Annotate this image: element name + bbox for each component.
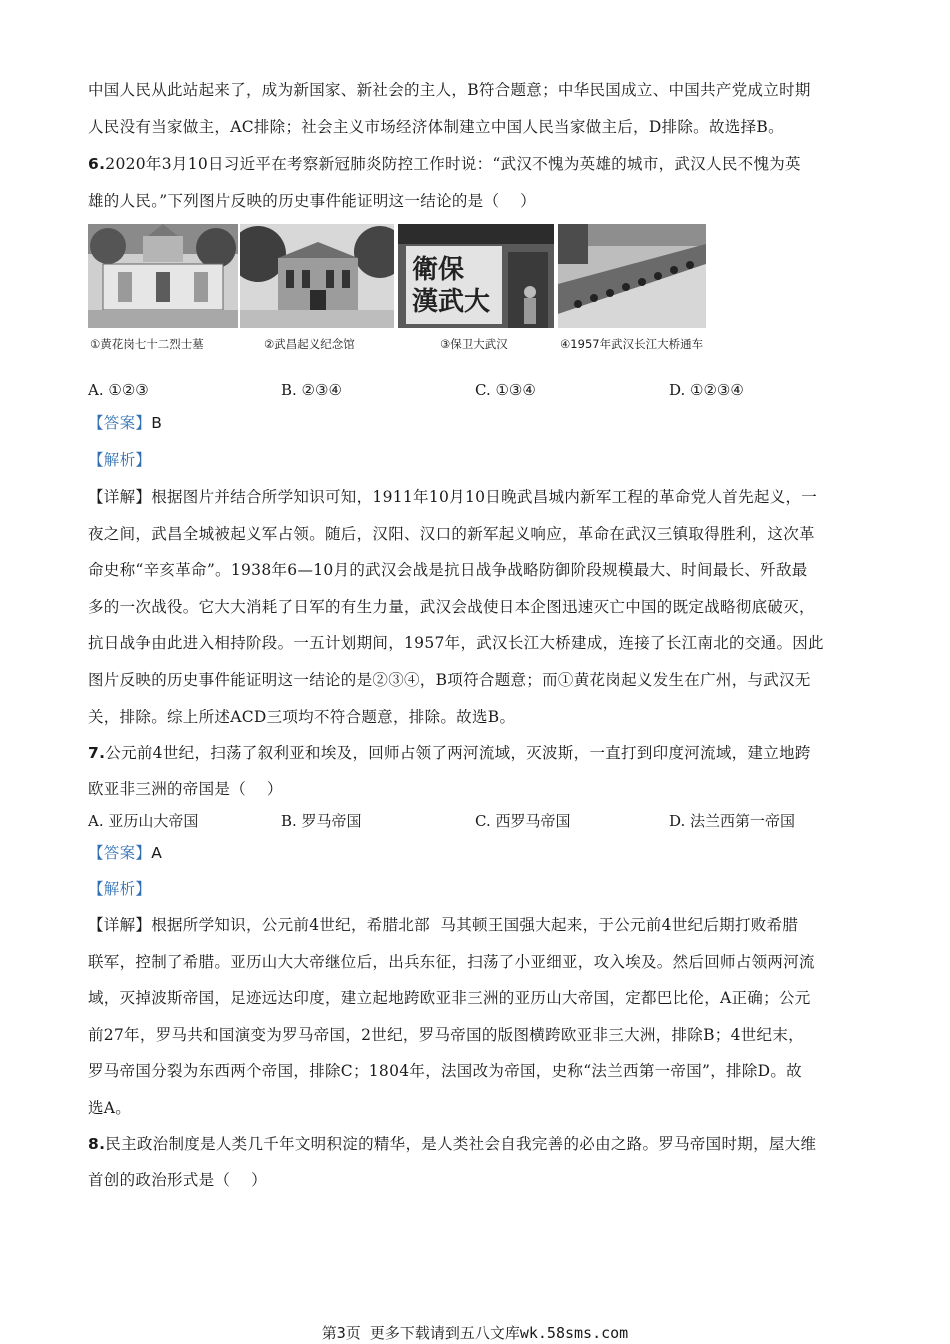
caption-3: ③保卫大武汉 [440, 337, 508, 351]
q7-option-b: B. 罗马帝国 [281, 812, 362, 830]
q6-detail-line-6: 图片反映的历史事件能证明这一结论的是②③④，B项符合题意；而①黄花岗起义发生在广州，与武汉无 [88, 671, 811, 689]
answer-tag: 【答案】 [88, 414, 152, 432]
q6-option-b: B. ②③④ [281, 381, 342, 399]
q7-option-a: A. 亚历山大帝国 [88, 812, 199, 830]
question-8-line-1: 8.民主政治制度是人类几千年文明积淀的精华，是人类社会自我完善的必由之路。罗马帝国时期，屋大维 [88, 1135, 817, 1153]
intro-line-1: 中国人民从此站起来了，成为新国家、新社会的主人，B符合题意；中华民国成立、中国共产党成立时期 [88, 81, 811, 99]
caption-4: ④1957年武汉长江大桥通车 [560, 337, 704, 351]
q7-answer: 【答案】A [88, 844, 163, 862]
q6-detail-line-7: 关，排除。综上所述ACD三项均不符合题意，排除。故选B。 [88, 708, 516, 726]
question-7-line-1: 7.公元前4世纪，扫荡了叙利亚和埃及，回师占领了两河流域，灭波斯，一直打到印度河流域，建立地跨 [88, 744, 811, 762]
q6-detail-line-5: 抗日战争由此进入相持阶段。一五计划期间，1957年，武汉长江大桥建成，连接了长江南北的交通。因此 [88, 634, 824, 652]
q7-detail-line-4: 前27年，罗马共和国演变为罗马帝国，2世纪，罗马帝国的版图横跨欧亚非三大洲，排除B；4世纪末， [88, 1026, 804, 1044]
q7-option-c: C. 西罗马帝国 [475, 812, 571, 830]
q7-detail-line-5: 罗马帝国分裂为东西两个帝国，排除C；1804年，法国改为帝国，史称“法兰西第一帝国”，排除D。故 [88, 1062, 802, 1080]
q6-detail-line-1: 【详解】根据图片并结合所学知识可知，1911年10月10日晚武昌城内新军工程的革命党人首先起义，一 [88, 488, 818, 506]
q7-option-d: D. 法兰西第一帝国 [669, 812, 796, 830]
q6-detail-line-4: 多的一次战役。它大大消耗了日军的有生力量，武汉会战使日本企图迅速灭亡中国的既定战略彻底破灭， [88, 598, 815, 616]
defend-wuhan-photo [398, 224, 554, 328]
svg-text:漢武大: 漢武大 [412, 287, 491, 317]
intro-line-2: 人民没有当家做主，AC排除；社会主义市场经济体制建立中国人民当家做主后，D排除。故选择B。 [88, 118, 784, 136]
q6-analysis-tag: 【解析】 [88, 451, 152, 469]
question-6-line-1 [88, 146, 868, 183]
question-6-stem-1: 2020年3月10日习近平在考察新冠肺炎防控工作时说：“武汉不愧为英雄的城市，武汉人民不愧为英 [105, 155, 801, 173]
question-6-image-strip [88, 224, 708, 354]
question-7-line-2: 欧亚非三洲的帝国是（ ） [88, 780, 283, 798]
q7-detail-line-6: 选A。 [88, 1099, 132, 1117]
tomb-photo [88, 224, 238, 328]
caption-1: ①黄花岗七十二烈士墓 [90, 337, 204, 351]
q6-option-d: D. ①②③④ [669, 381, 744, 399]
question-6-line-2: 雄的人民。”下列图片反映的历史事件能证明这一结论的是（ ） [88, 192, 536, 210]
detail-tag: 【详解】 [88, 488, 152, 506]
question-6-number: 6. [88, 155, 106, 173]
caption-2: ②武昌起义纪念馆 [264, 337, 355, 351]
question-7-number: 7. [88, 744, 106, 762]
q6-detail-line-3: 命史称“辛亥革命”。1938年6—10月的武汉会战是抗日战争战略防御阶段规模最大、时间最长、歼敌最 [88, 561, 808, 579]
bridge-photo [558, 224, 706, 328]
q7-analysis-tag: 【解析】 [88, 880, 152, 898]
q6-detail-line-2: 夜之间，武昌全城被起义军占领。随后，汉阳、汉口的新军起义响应，革命在武汉三镇取得胜利，这次革 [88, 525, 815, 543]
q7-detail-line-2: 联军，控制了希腊。亚历山大大帝继位后，出兵东征，扫荡了小亚细亚，攻入埃及。然后回师占领两河流 [88, 953, 815, 971]
q6-option-a: A. ①②③ [88, 381, 149, 399]
question-8-line-2: 首创的政治形式是（ ） [88, 1171, 267, 1189]
answer-value: B [151, 414, 163, 432]
q6-answer [88, 405, 868, 442]
q7-detail-line-3: 域，灭掉波斯帝国，足迹远达印度，建立起地跨欧亚非三洲的亚历山大帝国，定都巴比伦，A正确；公元 [88, 989, 811, 1007]
page-footer: 第3页 更多下载请到五八文库wk.58sms.com [321, 1324, 629, 1342]
q7-detail-line-1: 【详解】根据所学知识，公元前4世纪，希腊北部 马其顿王国强大起来，于公元前4世纪后期打败希腊 [88, 916, 799, 934]
question-8-number: 8. [88, 1135, 106, 1153]
memorial-hall-photo [240, 224, 394, 328]
svg-text:衛保: 衛保 [412, 255, 465, 285]
q6-option-c: C. ①③④ [475, 381, 536, 399]
